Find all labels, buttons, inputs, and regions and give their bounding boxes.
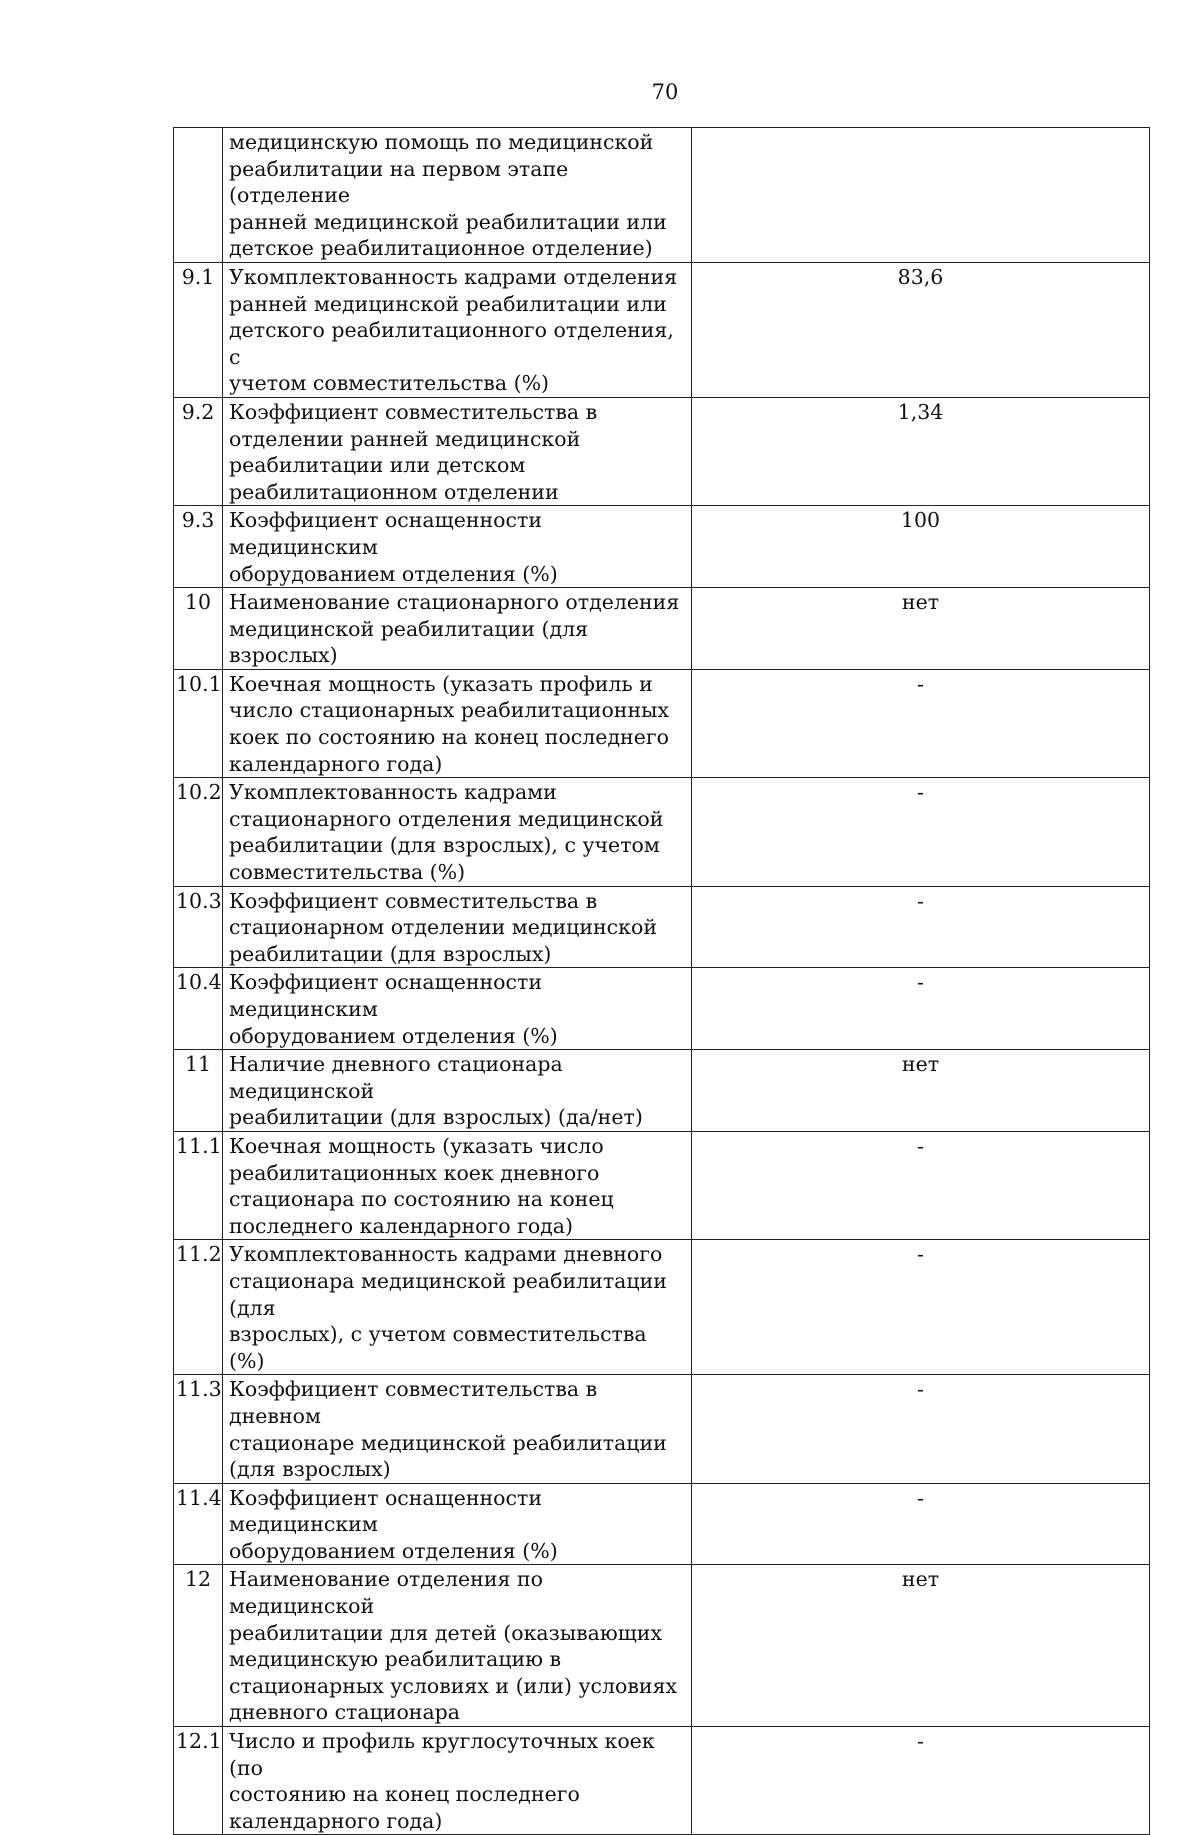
description-line: Наименование стационарного отделения xyxy=(229,590,680,615)
row-value: - xyxy=(692,1240,1150,1375)
description-line: коек по состоянию на конец последнего xyxy=(229,725,669,750)
table-row xyxy=(174,1131,1150,1239)
row-value xyxy=(692,128,1150,263)
description-line: календарного года) xyxy=(229,1808,443,1833)
table-body xyxy=(174,128,1150,1835)
row-description xyxy=(223,1240,692,1375)
row-description xyxy=(223,1727,692,1835)
row-number: 9.3 xyxy=(174,506,223,588)
description-line: дневного стационара xyxy=(229,1700,461,1725)
row-value: - xyxy=(692,778,1150,886)
description-line: отделении ранней медицинской xyxy=(229,426,581,451)
row-value: - xyxy=(692,669,1150,777)
row-number xyxy=(174,128,223,263)
description-line: реабилитационном отделении xyxy=(229,479,559,504)
description-line: детское реабилитационное отделение) xyxy=(229,236,653,261)
description-line: Наименование отделения по медицинской xyxy=(229,1567,543,1619)
description-line: Коечная мощность (указать число xyxy=(229,1133,604,1158)
row-description xyxy=(223,506,692,588)
description-line: Коэффициент совместительства в xyxy=(229,399,598,424)
description-line: календарного года) xyxy=(229,751,443,776)
row-description xyxy=(223,968,692,1050)
description-line: учетом совместительства (%) xyxy=(229,371,550,396)
description-line: Число и профиль круглосуточных коек (по xyxy=(229,1729,655,1780)
table-row xyxy=(174,1565,1150,1727)
row-number: 9.2 xyxy=(174,397,223,505)
row-number: 11.3 xyxy=(174,1375,223,1483)
description-line: реабилитации (для взрослых) xyxy=(229,941,552,966)
row-number: 11.4 xyxy=(174,1483,223,1565)
row-value: 83,6 xyxy=(692,262,1150,397)
description-line: медицинской реабилитации (для взрослых) xyxy=(229,616,589,668)
row-description xyxy=(223,1375,692,1483)
row-number: 10.2 xyxy=(174,778,223,886)
row-value: нет xyxy=(692,588,1150,670)
description-line: Коэффициент оснащенности медицинским xyxy=(229,508,542,559)
description-line: стационара медицинской реабилитации (для xyxy=(229,1268,667,1320)
row-value: - xyxy=(692,1375,1150,1483)
description-line: Укомплектованность кадрами xyxy=(229,780,557,805)
description-line: оборудованием отделения (%) xyxy=(229,561,558,586)
row-description xyxy=(223,588,692,670)
row-number: 9.1 xyxy=(174,262,223,397)
row-value: нет xyxy=(692,1565,1150,1727)
description-line: реабилитационных коек дневного xyxy=(229,1160,600,1185)
description-line: последнего календарного года) xyxy=(229,1213,574,1238)
row-number: 10.3 xyxy=(174,886,223,968)
row-value: - xyxy=(692,968,1150,1050)
table-row xyxy=(174,506,1150,588)
description-line: стационарного отделения медицинской xyxy=(229,806,664,831)
description-line: реабилитации (для взрослых), с учетом xyxy=(229,833,660,858)
row-description xyxy=(223,1565,692,1727)
row-value: - xyxy=(692,1131,1150,1239)
row-number: 10.4 xyxy=(174,968,223,1050)
indicators-table xyxy=(173,127,1150,1835)
row-description xyxy=(223,262,692,397)
description-line: совместительства (%) xyxy=(229,860,466,885)
description-line: детского реабилитационного отделения, с xyxy=(229,318,674,369)
row-value: нет xyxy=(692,1050,1150,1132)
row-value: - xyxy=(692,1483,1150,1565)
description-line: реабилитации для детей (оказывающих xyxy=(229,1620,663,1645)
row-description xyxy=(223,1131,692,1239)
description-line: медицинскую реабилитацию в xyxy=(229,1647,562,1672)
description-line: стационаре медицинской реабилитации xyxy=(229,1430,667,1455)
table-row xyxy=(174,1375,1150,1483)
description-line: Коэффициент совместительства в дневном xyxy=(229,1377,598,1428)
row-number: 10 xyxy=(174,588,223,670)
table-row xyxy=(174,262,1150,397)
row-number: 11.2 xyxy=(174,1240,223,1375)
row-description xyxy=(223,669,692,777)
description-line: (для взрослых) xyxy=(229,1457,391,1482)
row-value: 100 xyxy=(692,506,1150,588)
row-value: - xyxy=(692,886,1150,968)
row-description xyxy=(223,1483,692,1565)
description-line: реабилитации на первом этапе (отделение xyxy=(229,156,569,208)
description-line: Коэффициент оснащенности медицинским xyxy=(229,1485,542,1537)
description-line: взрослых), с учетом совместительства (%) xyxy=(229,1322,647,1373)
row-description xyxy=(223,1050,692,1132)
page-number: 70 xyxy=(651,80,679,104)
table-row xyxy=(174,778,1150,886)
description-line: стационарных условиях и (или) условиях xyxy=(229,1673,678,1698)
row-number: 12 xyxy=(174,1565,223,1727)
description-line: Укомплектованность кадрами отделения xyxy=(229,264,678,289)
table-row xyxy=(174,1240,1150,1375)
table-row xyxy=(174,397,1150,505)
description-line: число стационарных реабилитационных xyxy=(229,698,669,723)
row-description xyxy=(223,128,692,263)
table-row xyxy=(174,588,1150,670)
description-line: реабилитации или детском xyxy=(229,453,526,478)
row-description xyxy=(223,886,692,968)
row-value: 1,34 xyxy=(692,397,1150,505)
table-row xyxy=(174,1483,1150,1565)
table-row xyxy=(174,886,1150,968)
row-number: 11.1 xyxy=(174,1131,223,1239)
description-line: Наличие дневного стационара медицинской xyxy=(229,1052,563,1103)
description-line: стационарном отделении медицинской xyxy=(229,915,657,940)
row-description xyxy=(223,778,692,886)
description-line: оборудованием отделения (%) xyxy=(229,1023,558,1048)
row-number: 12.1 xyxy=(174,1727,223,1835)
row-number: 11 xyxy=(174,1050,223,1132)
description-line: Коечная мощность (указать профиль и xyxy=(229,671,653,696)
description-line: Коэффициент совместительства в xyxy=(229,888,598,913)
row-value: - xyxy=(692,1727,1150,1835)
description-line: Коэффициент оснащенности медицинским xyxy=(229,970,542,1021)
table-row xyxy=(174,128,1150,263)
description-line: ранней медицинской реабилитации или xyxy=(229,291,667,316)
description-line: состоянию на конец последнего xyxy=(229,1782,580,1807)
row-number: 10.1 xyxy=(174,669,223,777)
description-line: ранней медицинской реабилитации или xyxy=(229,209,667,234)
row-description xyxy=(223,397,692,505)
description-line: медицинскую помощь по медицинской xyxy=(229,130,654,154)
description-line: реабилитации (для взрослых) (да/нет) xyxy=(229,1105,643,1130)
table-row xyxy=(174,669,1150,777)
description-line: стационара по состоянию на конец xyxy=(229,1187,614,1212)
table-row xyxy=(174,1727,1150,1835)
description-line: оборудованием отделения (%) xyxy=(229,1538,558,1563)
table-row xyxy=(174,1050,1150,1132)
table-row xyxy=(174,968,1150,1050)
description-line: Укомплектованность кадрами дневного xyxy=(229,1242,663,1267)
